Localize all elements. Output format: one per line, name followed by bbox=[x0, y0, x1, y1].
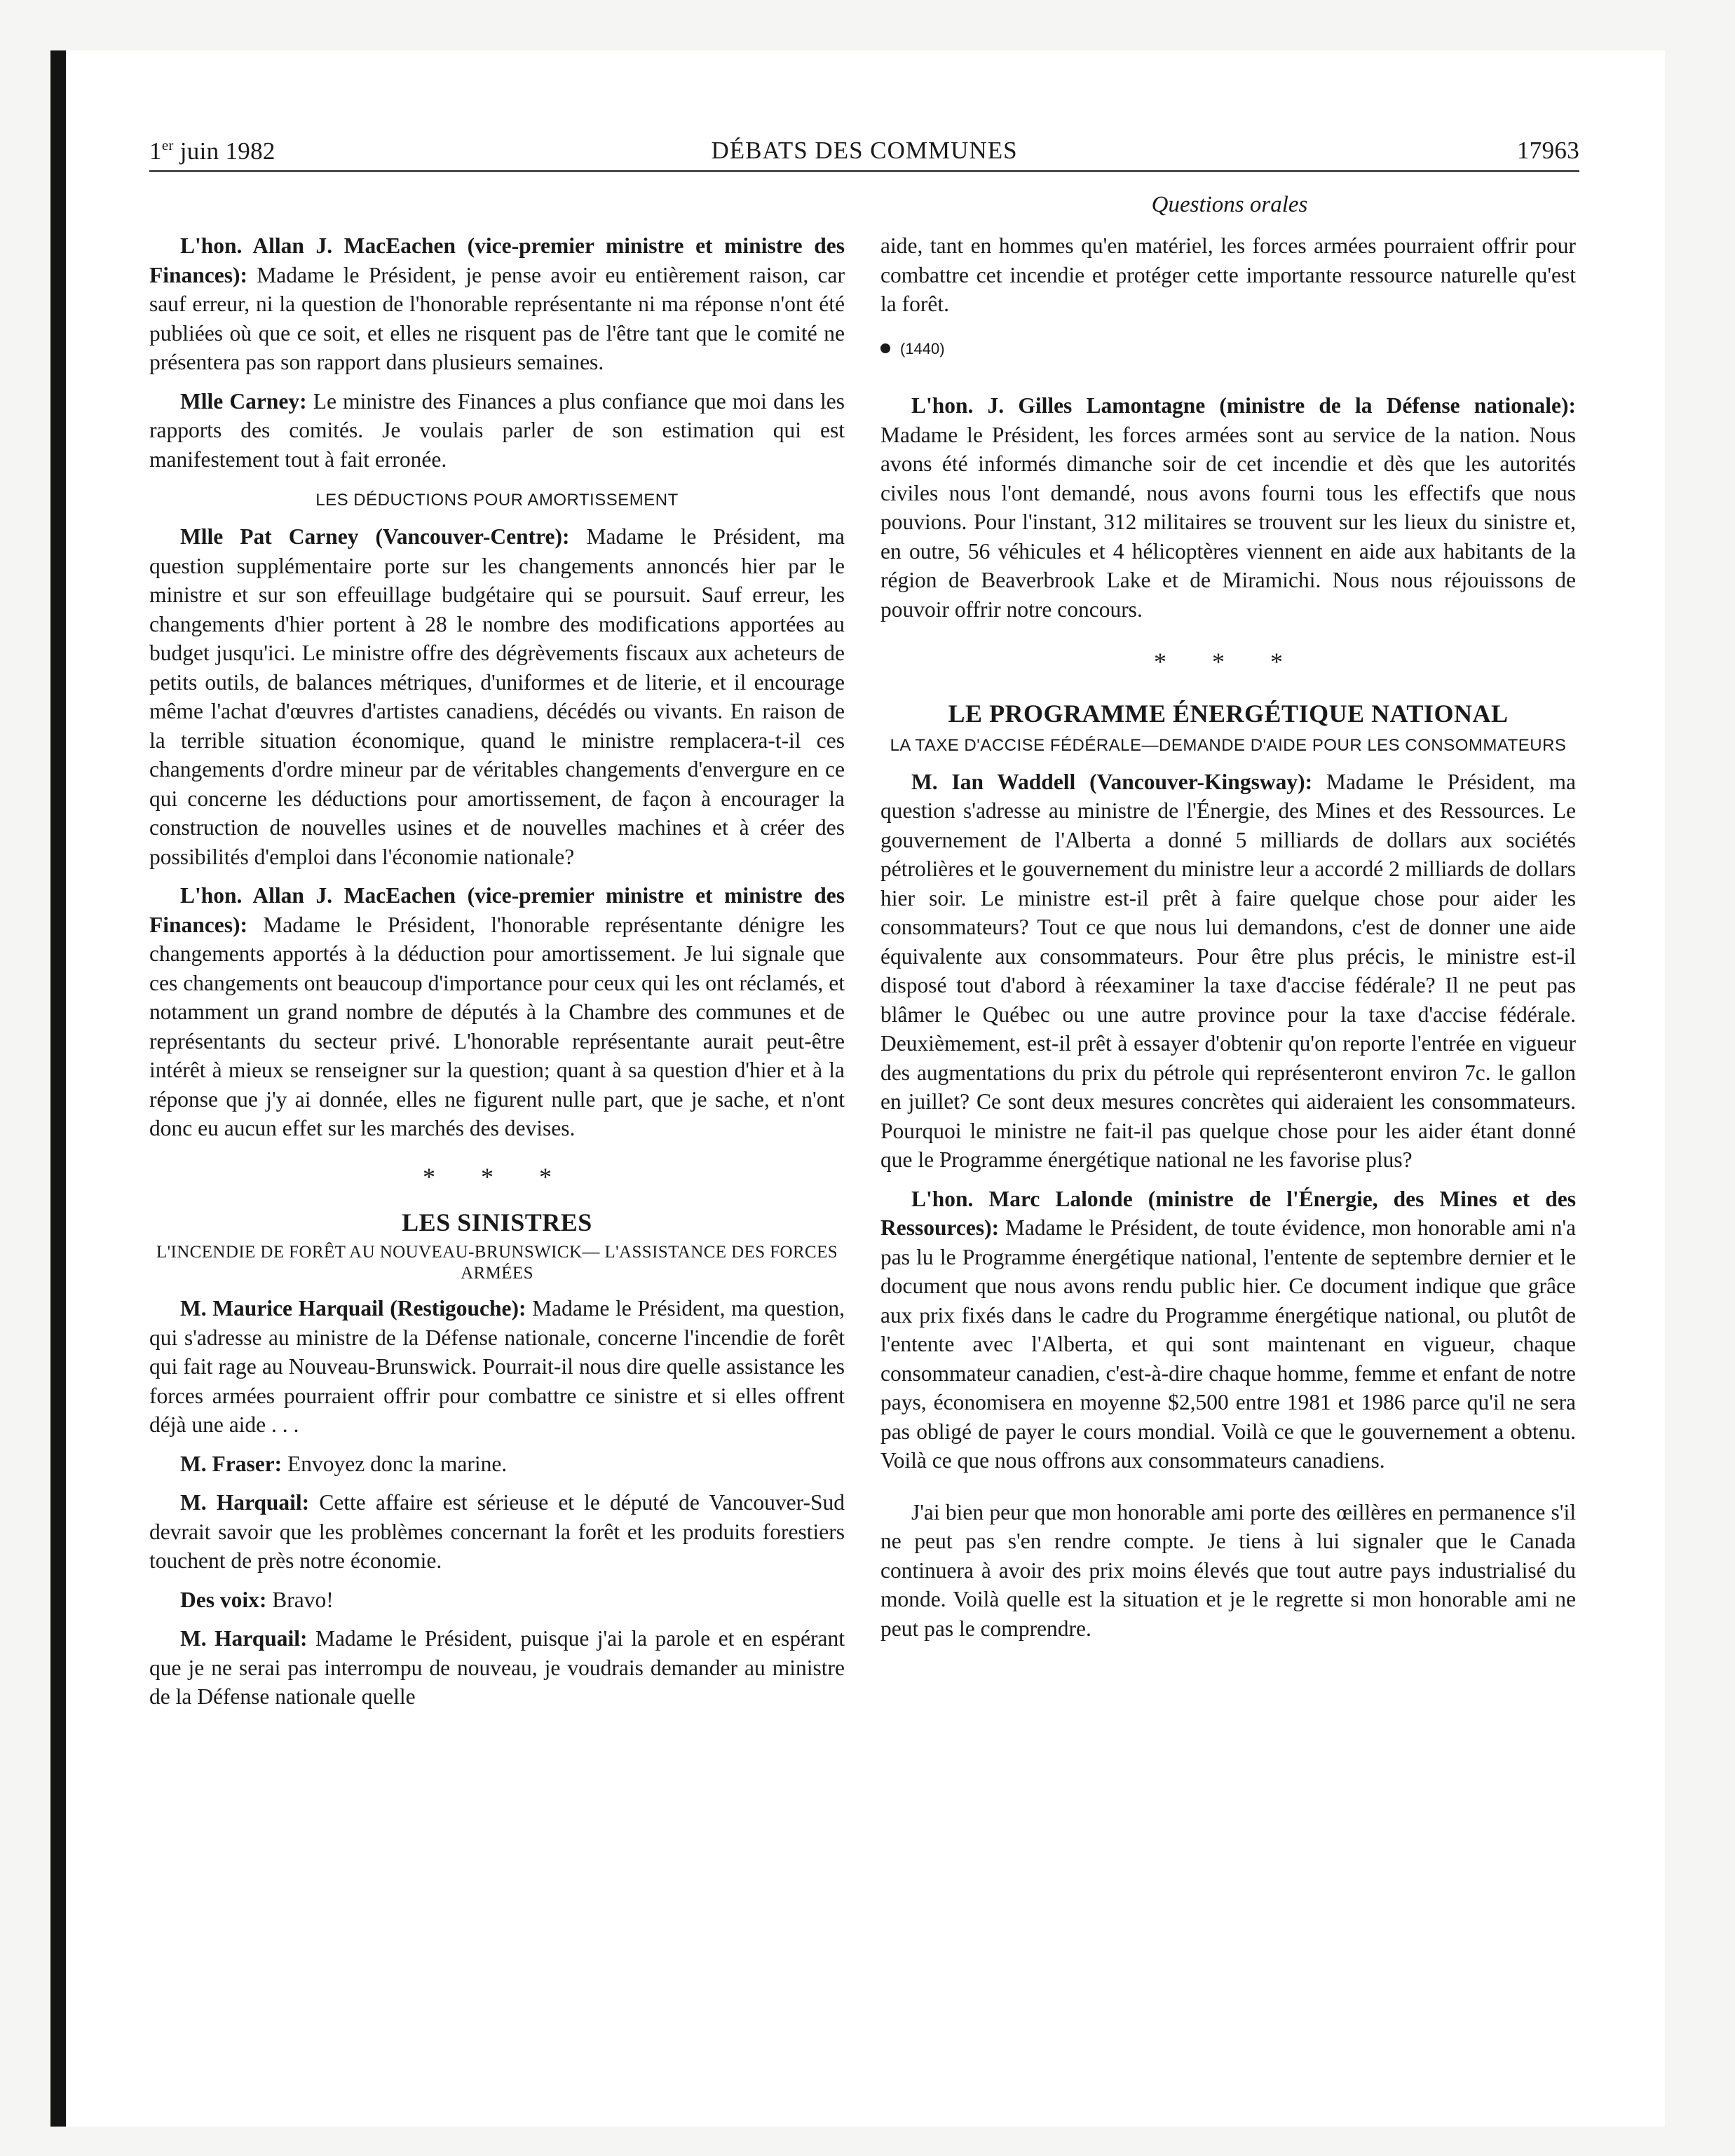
paragraph bbox=[880, 231, 1576, 319]
paragraph bbox=[880, 391, 1576, 624]
paragraph bbox=[880, 1185, 1576, 1475]
paragraph bbox=[149, 881, 845, 1143]
paragraph bbox=[149, 1488, 845, 1576]
scan-edge bbox=[50, 50, 66, 2127]
speaker: L'hon. Allan J. MacEachen (vice-premier ministre et ministre des Finances): bbox=[149, 233, 845, 287]
speaker: L'hon. Marc Lalonde (ministre de l'Énergie, des Mines et des Ressources): bbox=[880, 1186, 1576, 1240]
section-divider: * * * bbox=[1154, 648, 1302, 676]
speech-text: Madame le Président, puisque j'ai la parole et en espérant que je ne serai pas interrompu de nouveau, je voudrais demander au ministre de la Défense nationale quelle bbox=[149, 1626, 845, 1709]
speaker: L'hon. Allan J. MacEachen (vice-premier ministre et ministre des Finances): bbox=[149, 883, 845, 937]
section-heading: LES SINISTRES bbox=[402, 1208, 592, 1236]
header-date-sup: er bbox=[161, 137, 174, 153]
paragraph bbox=[880, 767, 1576, 1175]
paragraph bbox=[149, 1294, 845, 1440]
speaker: M. Harquail: bbox=[180, 1490, 310, 1515]
speaker: M. Ian Waddell (Vancouver-Kingsway): bbox=[911, 769, 1313, 794]
speech-text: Cette affaire est sérieuse et le député de Vancouver-Sud devrait savoir que les problèmes concernant la forêt et les produits forestiers touchent de près notre économie. bbox=[149, 1490, 845, 1573]
header-title: DÉBATS DES COMMUNES bbox=[711, 137, 1018, 164]
spacer bbox=[880, 1485, 1576, 1498]
speech-text: J'ai bien peur que mon honorable ami porte des œillères en permanence s'il ne peut pas s'en rendre compte. Je tiens à lui signaler que le Canada continuera à avoir des prix moins élevés que tout autre pays industrialisé du monde. Voilà quelle est la situation et je le regrette si mon honorable ami ne peut pas le comprendre. bbox=[880, 1499, 1576, 1641]
left-column bbox=[149, 231, 845, 1721]
speech-text: Envoyez donc la marine. bbox=[282, 1451, 508, 1476]
speaker: Des voix: bbox=[180, 1587, 267, 1612]
paragraph bbox=[149, 1585, 845, 1615]
time-marker-text: (1440) bbox=[900, 339, 945, 357]
section-heading: LE PROGRAMME ÉNERGÉTIQUE NATIONAL bbox=[948, 699, 1509, 728]
paragraph bbox=[149, 1449, 845, 1479]
header-date-rest: juin 1982 bbox=[173, 137, 275, 165]
paragraph bbox=[149, 1624, 845, 1712]
speech-text: Madame le Président, ma question supplémentaire porte sur les changements annoncés hier par le ministre et sur son effeuillage budgétaire qui se poursuit. Sauf erreur, les changements d'hier portent à 28 le nombre des modifications apportées au budget jusqu'ici. Le ministre offre des dégrèvements fiscaux aux acheteurs de petits outils, de balances métriques, d'uniformes et de literie, et il encourage même l'achat d'œuvres d'artistes canadiens, décédés ou vivants. En raison de la terrible situation économique, quand le ministre remplacera-t-il ces changements d'ordre mineur par de véritables changements d'envergure en ce qui concerne les déductions pour amortissement, de façon à encourager la construction de nouvelles usines et de nouvelles machines et à créer des possibilités d'emploi dans l'économie nationale? bbox=[149, 524, 845, 869]
speech-text: Bravo! bbox=[266, 1587, 334, 1612]
subheading: LA TAXE D'ACCISE FÉDÉRALE—DEMANDE D'AIDE POUR LES CONSOMMATEURS bbox=[890, 735, 1567, 755]
section-divider: * * * bbox=[423, 1162, 571, 1191]
speaker: L'hon. J. Gilles Lamontagne (ministre de la Défense nationale): bbox=[911, 393, 1576, 418]
bullet-icon bbox=[880, 343, 890, 353]
paragraph bbox=[880, 1498, 1576, 1644]
section-label: Questions orales bbox=[1151, 192, 1308, 217]
speech-text: aide, tant en hommes qu'en matériel, les forces armées pourraient offrir pour combattre cet incendie et protéger cette importante ressource naturelle qu'est la forêt. bbox=[880, 233, 1576, 316]
speaker: M. Maurice Harquail (Restigouche): bbox=[180, 1296, 526, 1321]
paragraph bbox=[149, 231, 845, 377]
speaker: Mlle Pat Carney (Vancouver-Centre): bbox=[180, 524, 570, 549]
paragraph bbox=[149, 387, 845, 475]
paragraph bbox=[149, 522, 845, 871]
speaker: M. Harquail: bbox=[180, 1626, 308, 1651]
speech-text: Madame le Président, ma question, qui s'adresse au ministre de la Défense nationale, concerne l'incendie de forêt qui fait rage au Nouveau-Brunswick. Pourrait-il nous dire quelle assistance les forces armées pourraient offrir pour combattre ce sinistre et si elles offrent déjà une aide . . . bbox=[149, 1296, 845, 1437]
header-page-number: 17963 bbox=[1517, 137, 1579, 164]
page-header bbox=[149, 137, 1579, 175]
speech-text: Madame le Président, je pense avoir eu entièrement raison, car sauf erreur, ni la question de l'honorable représentante ni ma réponse n'ont été publiées où que ce soit, et elles ne risquent pas de l'être tant que le comité ne présentera pas son rapport dans plusieurs semaines. bbox=[149, 262, 845, 374]
speaker: Mlle Carney: bbox=[180, 388, 307, 414]
time-marker bbox=[880, 334, 1576, 364]
header-date-day: 1 bbox=[149, 137, 162, 165]
subheading: L'INCENDIE DE FORÊT AU NOUVEAU-BRUNSWICK— L'ASSISTANCE DES FORCES ARMÉES bbox=[156, 1243, 838, 1283]
speech-text: Madame le Président, ma question s'adresse au ministre de l'Énergie, des Mines et des Ressources. Le gouvernement de l'Alberta a donné 5 milliards de dollars aux sociétés pétrolières et le gouvernement du ministre leur a accordé 2 milliards de dollars hier soir. Le ministre est-il prêt à faire quelque chose pour aider les consommateurs? Tout ce que nous lui demandons, c'est de donner une aide équivalente aux consommateurs. Pour être plus précis, le ministre est-il disposé tout d'abord à réexaminer la taxe d'accise fédérale? Il ne peut pas blâmer le Québec ou une autre province pour la taxe d'accise fédérale. Deuxièmement, est-il prêt à essayer d'obtenir qu'on reporte l'entrée en vigueur des augmentations du prix du pétrole qui représenteront environ 7c. le gallon en juillet? Ce sont deux mesures concrètes qui aideraient les consommateurs. Pourquoi le ministre ne fait-il pas quelque chose pour les aider étant donné que le Programme énergétique national ne les favorise plus? bbox=[880, 769, 1576, 1172]
speaker: M. Fraser: bbox=[180, 1451, 283, 1476]
speech-text: Madame le Président, de toute évidence, mon honorable ami n'a pas lu le Programme énergétique national, l'entente de septembre dernier et le document que nous avons rendu public hier. Ce document indique que grâce aux prix fixés dans le cadre du Programme énergétique national, ou plutôt de l'entente avec l'Alberta, et qui sont maintenant en vigueur, chaque consommateur canadien, c'est-à-dire chaque homme, femme et enfant de notre pays, économisera en moyenne $2,500 entre 1981 et 1986 parce qu'il ne sera pas obligé de payer le cours mondial. Voilà ce que le gouvernement a obtenu. Voilà ce que nous offrons aux consommateurs canadiens. bbox=[880, 1215, 1576, 1473]
header-rule bbox=[149, 170, 1579, 172]
speech-text: Madame le Président, l'honorable représentante dénigre les changements apportés à la déduction pour amortissement. Je lui signale que ces changements ont beaucoup d'importance pour ceux qui les ont réclamés, et notamment un grand nombre de députés à la Chambre des communes et de représentants du secteur privé. L'honorable représentante aurait peut-être intérêt à mieux se renseigner sur la question; quant à sa question d'hier et à la réponse que j'y ai donnée, elles ne figurent nulle part, que je sache, et n'ont donc eu aucun effet sur les marchés des devises. bbox=[149, 912, 845, 1140]
subheading: LES DÉDUCTIONS POUR AMORTISSEMENT bbox=[315, 491, 679, 510]
right-column bbox=[880, 231, 1576, 1653]
speech-text: Madame le Président, les forces armées sont au service de la nation. Nous avons été informés dimanche soir de cet incendie et dès que les autorités civiles nous l'ont demandé, nous avons fourni tous les effectifs que nous pouvions. Pour l'instant, 312 militaires se trouvent sur les lieux du sinistre et, en outre, 56 véhicules et 4 hélicoptères viennent en aide aux habitants de la région de Beaverbrook Lake et de Miramichi. Nous nous réjouissons de pouvoir offrir notre concours. bbox=[880, 422, 1576, 622]
speech-text: Le ministre des Finances a plus confiance que moi dans les rapports des comités. Je voulais parler de son estimation qui est manifestement tout à fait erronée. bbox=[149, 388, 845, 472]
